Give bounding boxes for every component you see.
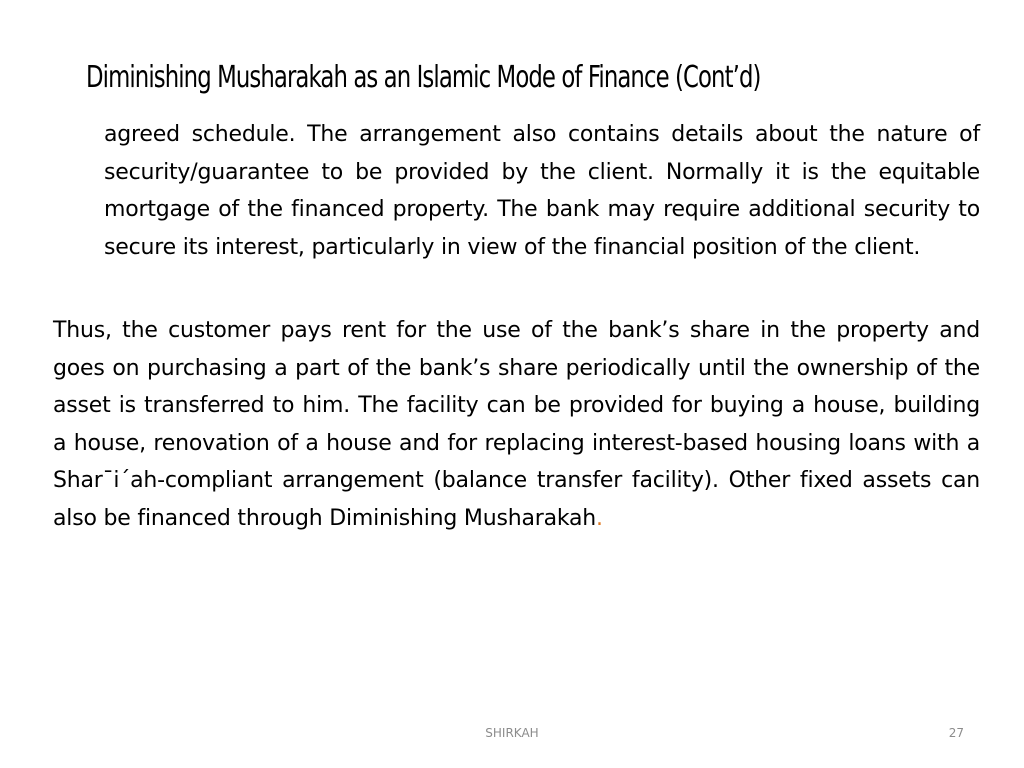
slide-number: 27 bbox=[948, 726, 964, 740]
accent-period: . bbox=[596, 505, 603, 531]
body-paragraph-continued: agreed schedule. The arrangement also contains details about the nature of security/guarantee to be provided by the client. Normally it is the equitable mortgage of the financed property. The bank may require additional security to secure its interest, particularly in view of the financial position of the client. bbox=[104, 122, 980, 260]
body-paragraph-main-text: Thus, the customer pays rent for the use of the bank’s share in the property and goes on purchasing a part of the bank’s share periodically until the ownership of the asset is transferred to him. The facility can be provided for buying a house, building a house, renovation of a house and for replacing interest-based housing loans with a Shar¯i´ah-compliant arrangement (balance transfer facility). Other fixed assets can also be financed through Diminishing Musharakah bbox=[53, 318, 980, 531]
footer-label: SHIRKAH bbox=[485, 726, 539, 740]
body-paragraph-main bbox=[53, 312, 980, 537]
slide-title: Diminishing Musharakah as an Islamic Mode of Finance (Cont’d) bbox=[86, 60, 761, 95]
